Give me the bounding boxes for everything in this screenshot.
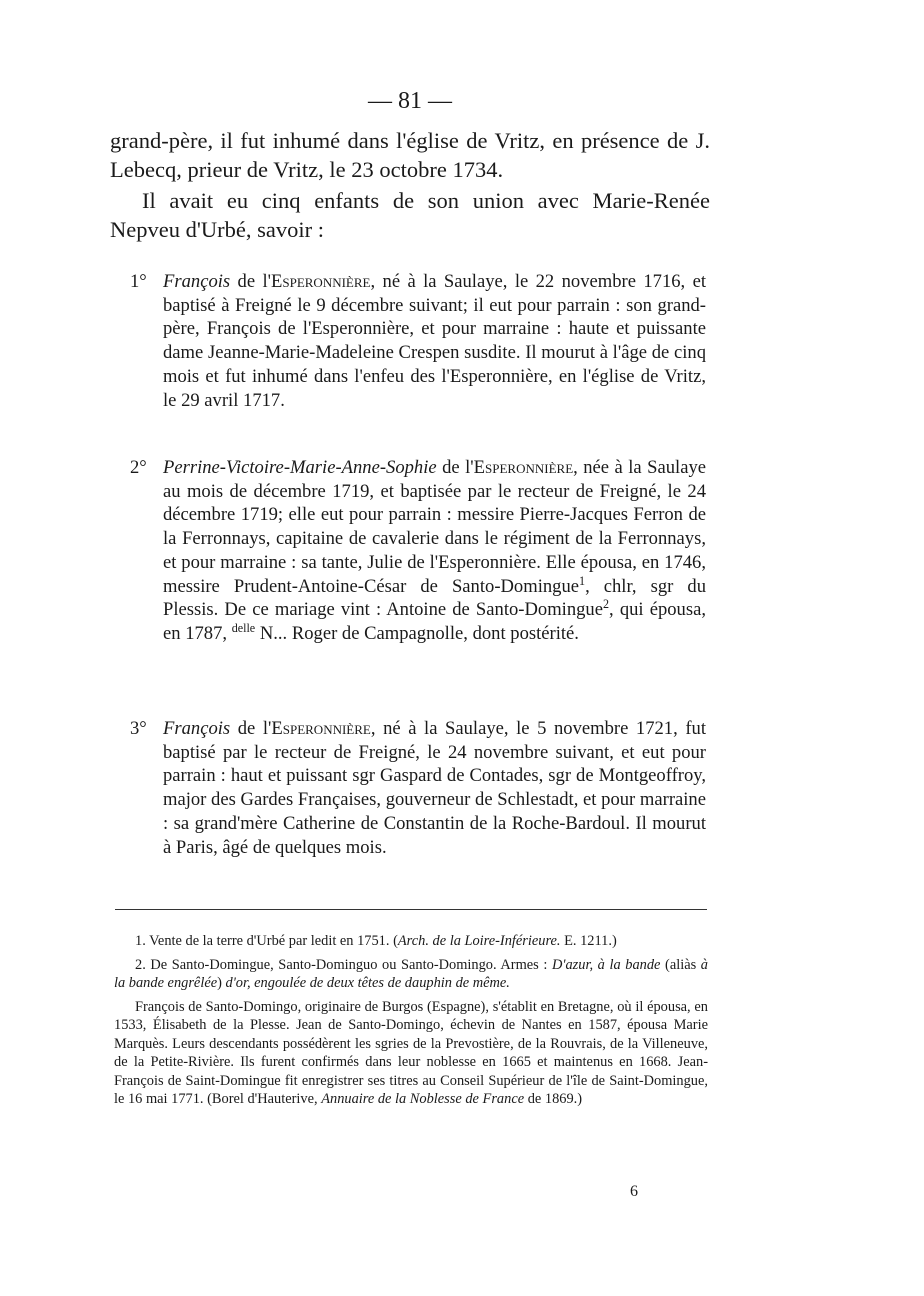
- entry-given-name: François: [163, 718, 231, 739]
- page-number: — 81 —: [368, 88, 452, 114]
- entry-text: , né à la Saulaye, le 22 novembre 1716, et baptisé à Freigné le 9 décembre suivant; il eut pour parrain : son grand-père, François de l'Esperonnière, et pour marraine : haute et puissante dame Jeanne-Marie-Madeleine Crespen susdite. Il mourut à l'âge de cinq mois et fut inhumé dans l'enfeu des l'Esperonnière, en l'église de Vritz, le 29 avril 1717.: [163, 271, 706, 411]
- footnote-2-blazon-1: D'azur, à la bande: [551, 956, 661, 973]
- intro-paragraph-2: Il avait eu cinq enfants de son union avec Marie-Renée Nepveu d'Urbé, savoir :: [110, 188, 710, 242]
- entry-text-b: , chlr, sgr du Plessis. De ce mariage vint : Antoine de Santo-Domingue: [163, 575, 706, 621]
- entry-1: [130, 270, 706, 412]
- intro-paragraph-1: grand-père, il fut inhumé dans l'église de Vritz, en présence de J. Lebecq, prieur de Vritz, le 23 octobre 1734.: [110, 128, 710, 182]
- entry-3: [130, 717, 706, 859]
- footnote-ref-2: 2: [602, 597, 610, 612]
- footnote-2-alias: (aliàs: [660, 956, 701, 973]
- footnote-2-armes: Armes: [500, 956, 539, 973]
- intro-text: [110, 126, 710, 244]
- entry-2: [130, 456, 706, 646]
- entry-particle: de l': [230, 271, 271, 292]
- footnote-2-paren: ): [217, 975, 226, 991]
- entry-number: 3°: [130, 718, 147, 739]
- footnote-1-ref: E. 1211.): [560, 933, 617, 949]
- footnote-2-source: Annuaire de la Noblesse de France: [321, 1091, 525, 1107]
- footnote-2: [114, 956, 708, 993]
- footnote-2-colon: :: [538, 956, 552, 973]
- entry-given-name: François: [163, 271, 231, 292]
- footnotes: [114, 932, 708, 1114]
- footnote-1-text: 1. Vente de la terre d'Urbé par ledit en 1751. (: [135, 933, 398, 949]
- entry-particle: de l': [436, 457, 474, 478]
- footnote-separator: [115, 909, 707, 910]
- footnote-2-blazon-2: à la bande engrêlée: [114, 956, 708, 991]
- entry-text: , né à la Saulaye, le 5 novembre 1721, fut baptisé par le recteur de Freigné, le 24 novembre suivant, et eut pour parrain : haut et puissant sgr Gaspard de Contades, sgr de Montgeoffroy, major des Gardes Françaises, gouverneur de Schlestadt, et pour marraine : sa grand'mère Catherine de Constantin de la Roche-Bardoul. Il mourut à Paris, âgé de quelques mois.: [163, 718, 706, 858]
- entry-text-c: , qui épousa, en 1787,: [163, 599, 706, 644]
- footnote-2-continuation: [114, 998, 708, 1109]
- footnote-2-history: François de Santo-Domingo, originaire de Burgos (Espagne), s'établit en Bretagne, où il épousa, en 1533, Élisabeth de la Plesse. Jean de Santo-Domingo, échevin de Nantes en 1587, épousa Marie Marquès. Leurs descendants possédèrent les sgries de la Prevostière, de la Rouvrais, de la Villeneuve, de la Petite-Rivière. Ils furent confirmés dans leur noblesse en 1665 et maintenus en 1668. Jean-François de Saint-Domingue fit enregistrer ses titres au Conseil Supérieur de l'île de Saint-Domingue, le 16 mai 1771. (Borel d'Hauterive,: [114, 998, 708, 1107]
- delle-abbrev: delle: [231, 620, 256, 635]
- entry-surname: Esperonnière: [473, 457, 574, 478]
- entry-particle: de l': [230, 718, 272, 739]
- entry-surname: Esperonnière: [271, 271, 371, 292]
- entry-text-d: N... Roger de Campagnolle, dont postérité.: [255, 622, 579, 644]
- entry-text-a: , née à la Saulaye au mois de décembre 1719, et baptisée par le recteur de Freigné, le 24 décembre 1719; elle eut pour parrain : messire Pierre-Jacques Ferron de la Ferronnays, capitaine de cavalerie dans le régiment de la Ferronnays, et pour marraine : sa tante, Julie de l'Esperonnière. Elle épousa, en 1746, messire Prudent-Antoine-César de Santo-Domingue: [163, 457, 706, 597]
- entry-number: 1°: [130, 271, 147, 292]
- footnote-1: [114, 932, 708, 951]
- entry-given-name: Perrine-Victoire-Marie-Anne-Sophie: [163, 457, 437, 478]
- entry-number: 2°: [130, 457, 147, 478]
- footnote-1-source: Arch. de la Loire-Inférieure.: [397, 933, 561, 949]
- footnote-2-year: de 1869.): [524, 1091, 583, 1107]
- footnote-2-text: 2. De Santo-Domingue, Santo-Dominguo ou Santo-Domingo.: [135, 956, 501, 973]
- footnote-ref-1: 1: [579, 573, 586, 588]
- signature-mark: 6: [630, 1183, 638, 1200]
- entry-surname: Esperonnière: [271, 718, 371, 739]
- footnote-2-blazon-3: d'or, engoulée de deux têtes de dauphin de même.: [225, 975, 510, 991]
